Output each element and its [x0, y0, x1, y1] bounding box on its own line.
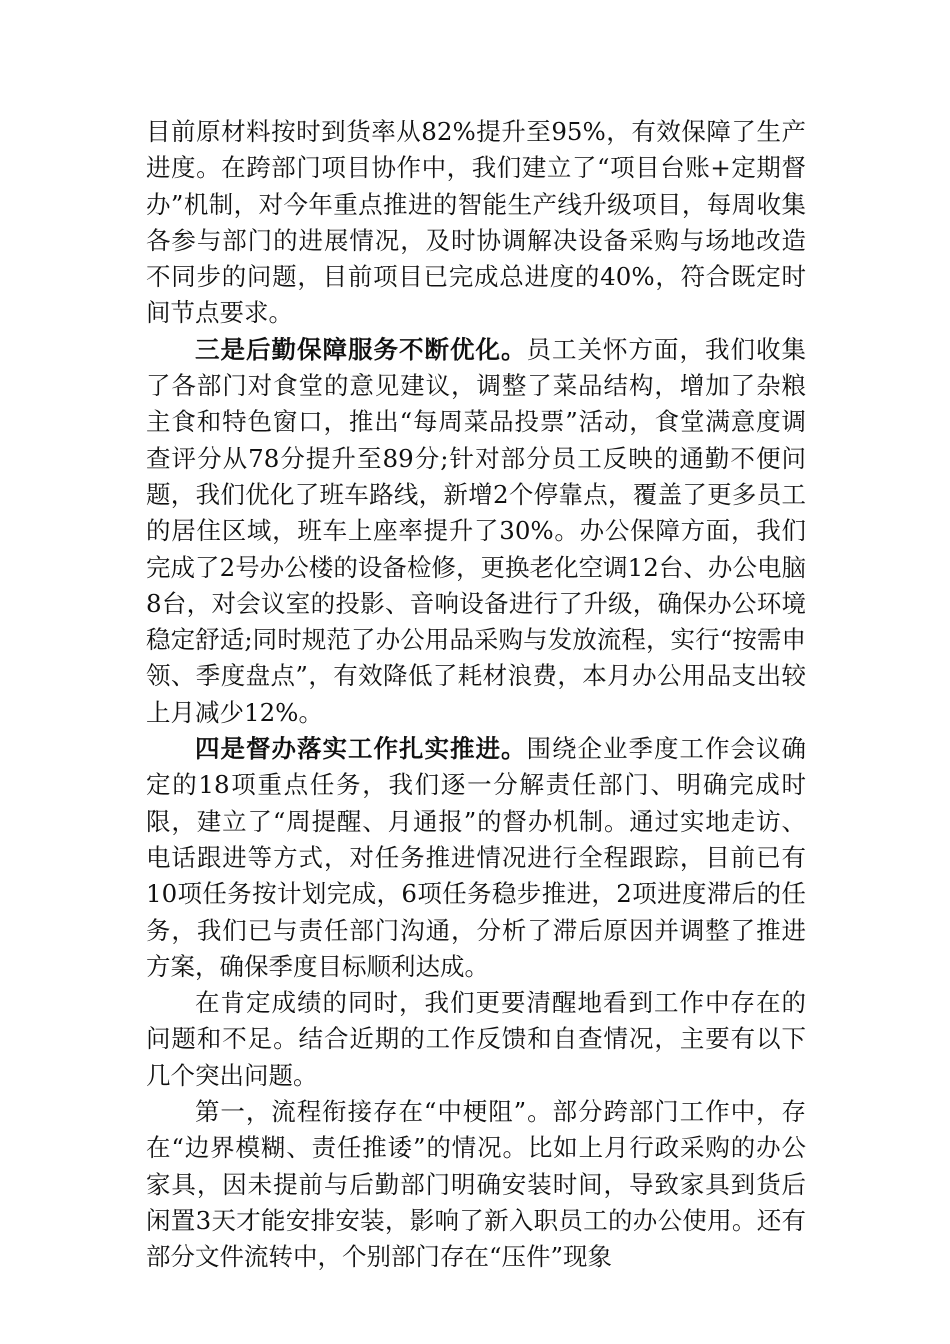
paragraph-logistics	[146, 332, 806, 731]
paragraph-problem-one	[146, 1094, 806, 1275]
document-body	[146, 114, 806, 1276]
paragraph-lead-heading: 四是督办落实工作扎实推进。	[195, 734, 527, 764]
paragraph-supervision	[146, 731, 806, 985]
paragraph-lead-heading: 三是后勤保障服务不断优化。	[195, 334, 527, 364]
paragraph-text: 在肯定成绩的同时，我们更要清醒地看到工作中存在的问题和不足。结合近期的工作反馈和自查情况，主要有以下几个突出问题。	[146, 988, 806, 1090]
paragraph-text: 员工关怀方面，我们收集了各部门对食堂的意见建议，调整了菜品结构，增加了杂粮主食和特色窗口，推出“每周菜品投票”活动，食堂满意度调查评分从78分提升至89分;针对部分员工反映的通勤不便问题，我们优化了班车路线，新增2个停靠点，覆盖了更多员工的居住区域，班车上座率提升了30%。办公保障方面，我们完成了2号办公楼的设备检修，更换老化空调12台、办公电脑8台，对会议室的投影、音响设备进行了升级，确保办公环境稳定舒适;同时规范了办公用品采购与发放流程，实行“按需申领、季度盘点”，有效降低了耗材浪费，本月办公用品支出较上月减少12%。	[146, 334, 806, 727]
paragraph-problems-intro	[146, 985, 806, 1094]
paragraph-text: 围绕企业季度工作会议确定的18项重点任务，我们逐一分解责任部门、明确完成时限，建立了“周提醒、月通报”的督办机制。通过实地走访、电话跟进等方式，对任务推进情况进行全程跟踪，目前已有10项任务按计划完成，6项任务稳步推进，2项进度滞后的任务，我们已与责任部门沟通，分析了滞后原因并调整了推进方案，确保季度目标顺利达成。	[146, 734, 806, 981]
paragraph-continuation	[146, 114, 806, 332]
paragraph-text: 第一，流程衔接存在“中梗阻”。部分跨部门工作中，存在“边界模糊、责任推诿”的情况。比如上月行政采购的办公家具，因未提前与后勤部门明确安装时间，导致家具到货后闲置3天才能安排安装，影响了新入职员工的办公使用。还有部分文件流转中，个别部门存在“压件”现象	[146, 1097, 806, 1272]
paragraph-text: 目前原材料按时到货率从82%提升至95%，有效保障了生产进度。在跨部门项目协作中，我们建立了“项目台账+定期督办”机制，对今年重点推进的智能生产线升级项目，每周收集各参与部门的进展情况，及时协调解决设备采购与场地改造不同步的问题，目前项目已完成总进度的40%，符合既定时间节点要求。	[146, 117, 806, 328]
